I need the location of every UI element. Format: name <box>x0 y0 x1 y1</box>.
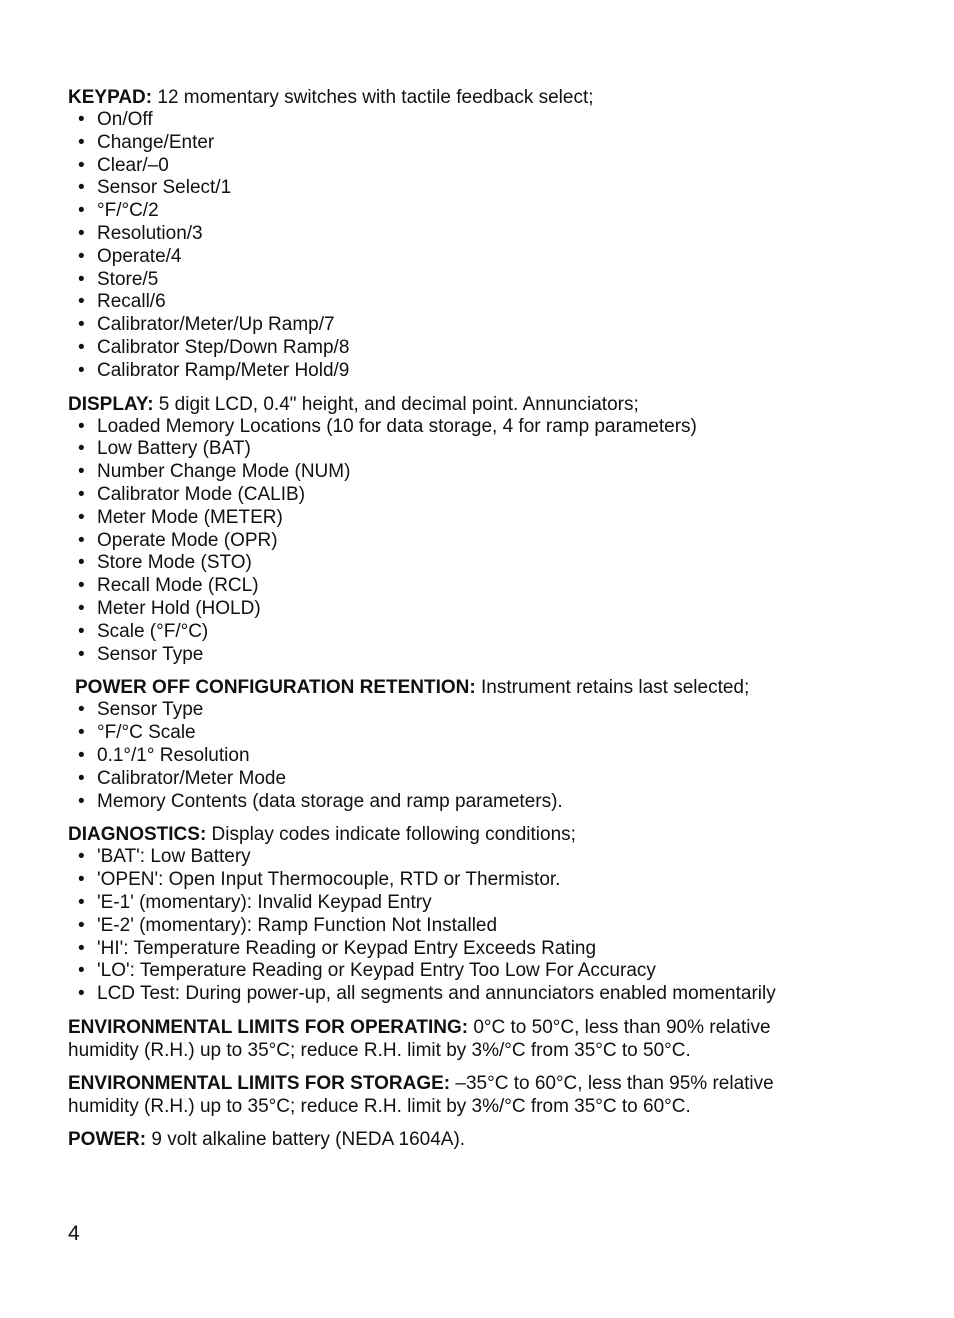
spec-page <box>68 86 868 1161</box>
bullet-icon: • <box>78 154 85 176</box>
keypad-text: 12 momentary switches with tactile feedback select; <box>152 87 594 108</box>
storage-limits-text-2: humidity (R.H.) up to 35°C; reduce R.H. limit by 3%/°C from 35°C to 60°C. <box>68 1095 691 1117</box>
bullet-icon: • <box>78 245 85 267</box>
list-item <box>68 644 868 667</box>
bullet-icon: • <box>78 767 85 789</box>
list-item <box>68 246 868 269</box>
list-item <box>68 132 868 155</box>
list-item-text: Store/5 <box>97 268 159 290</box>
list-item <box>68 155 868 178</box>
list-item-text: Sensor Type <box>97 699 204 721</box>
bullet-icon: • <box>78 869 85 891</box>
bullet-icon: • <box>78 983 85 1005</box>
list-item-text: 'LO': Temperature Reading or Keypad Entry Too Low For Accuracy <box>97 960 656 982</box>
bullet-icon: • <box>78 506 85 528</box>
display-paragraph <box>68 393 868 416</box>
keypad-heading: KEYPAD: <box>68 87 153 108</box>
bullet-icon: • <box>78 200 85 222</box>
bullet-icon: • <box>78 960 85 982</box>
list-item <box>68 438 868 461</box>
retention-heading: POWER OFF CONFIGURATION RETENTION: <box>75 677 476 699</box>
list-item-text: Loaded Memory Locations (10 for data storage, 4 for ramp parameters) <box>97 415 697 437</box>
operating-limits-paragraph <box>68 1016 868 1062</box>
list-item <box>68 575 868 598</box>
list-item <box>68 314 868 337</box>
list-item <box>68 530 868 553</box>
list-item-text: Operate Mode (OPR) <box>97 529 278 551</box>
bullet-icon: • <box>78 790 85 812</box>
bullet-icon: • <box>78 222 85 244</box>
bullet-icon: • <box>78 597 85 619</box>
diagnostics-paragraph <box>68 823 868 846</box>
list-item <box>68 461 868 484</box>
list-item <box>68 791 868 814</box>
bullet-icon: • <box>78 643 85 665</box>
list-item <box>68 846 868 869</box>
list-item-text: Meter Hold (HOLD) <box>97 597 261 619</box>
storage-limits-paragraph <box>68 1072 868 1118</box>
list-item-text: Sensor Type <box>97 643 204 665</box>
bullet-icon: • <box>78 914 85 936</box>
list-item <box>68 892 868 915</box>
storage-limits-heading: ENVIRONMENTAL LIMITS FOR STORAGE: <box>68 1072 451 1094</box>
list-item <box>68 768 868 791</box>
list-item-text: Operate/4 <box>97 245 182 267</box>
bullet-icon: • <box>78 461 85 483</box>
list-item-text: Clear/–0 <box>97 154 169 176</box>
list-item <box>68 269 868 292</box>
retention-list <box>68 699 868 813</box>
operating-limits-heading: ENVIRONMENTAL LIMITS FOR OPERATING: <box>68 1016 469 1038</box>
list-item-text: Resolution/3 <box>97 222 203 244</box>
power-section <box>68 1128 868 1151</box>
list-item <box>68 699 868 722</box>
bullet-icon: • <box>78 131 85 153</box>
list-item-text: Meter Mode (METER) <box>97 506 283 528</box>
bullet-icon: • <box>78 359 85 381</box>
retention-text: Instrument retains last selected; <box>475 677 750 699</box>
bullet-icon: • <box>78 552 85 574</box>
list-item-text: 'E-2' (momentary): Ramp Function Not Installed <box>97 914 498 936</box>
list-item-text: LCD Test: During power-up, all segments and annunciators enabled momentarily <box>97 983 776 1005</box>
bullet-icon: • <box>78 529 85 551</box>
power-text: 9 volt alkaline battery (NEDA 1604A). <box>146 1128 466 1150</box>
bullet-icon: • <box>78 336 85 358</box>
list-item <box>68 177 868 200</box>
diagnostics-heading: DIAGNOSTICS: <box>68 824 207 846</box>
list-item-text: Calibrator/Meter/Up Ramp/7 <box>97 314 335 336</box>
list-item <box>68 938 868 961</box>
display-heading: DISPLAY: <box>68 393 154 415</box>
keypad-paragraph <box>68 86 868 109</box>
list-item-text: Low Battery (BAT) <box>97 438 251 460</box>
list-item-text: Scale (°F/°C) <box>97 620 209 642</box>
bullet-icon: • <box>78 314 85 336</box>
list-item <box>68 745 868 768</box>
bullet-icon: • <box>78 415 85 437</box>
display-text: 5 digit LCD, 0.4" height, and decimal point. Annunciators; <box>153 393 639 415</box>
operating-limits-section <box>68 1016 868 1062</box>
list-item-text: Calibrator Ramp/Meter Hold/9 <box>97 359 350 381</box>
list-item-text: Recall Mode (RCL) <box>97 575 259 597</box>
operating-limits-text: 0°C to 50°C, less than 90% relative <box>468 1016 771 1038</box>
list-item-text: Memory Contents (data storage and ramp parameters). <box>97 790 563 812</box>
list-item <box>68 223 868 246</box>
diagnostics-list <box>68 846 868 1006</box>
list-item <box>68 621 868 644</box>
list-item <box>68 416 868 439</box>
bullet-icon: • <box>78 937 85 959</box>
list-item <box>68 552 868 575</box>
list-item <box>68 915 868 938</box>
list-item <box>68 598 868 621</box>
list-item-text: °F/°C/2 <box>97 200 159 222</box>
retention-section <box>68 676 868 813</box>
list-item-text: 'OPEN': Open Input Thermocouple, RTD or Thermistor. <box>97 869 561 891</box>
list-item-text: 'E-1' (momentary): Invalid Keypad Entry <box>97 891 432 913</box>
list-item-text: Change/Enter <box>97 131 215 153</box>
bullet-icon: • <box>78 177 85 199</box>
retention-paragraph <box>68 676 868 699</box>
storage-limits-text: –35°C to 60°C, less than 95% relative <box>450 1072 774 1094</box>
bullet-icon: • <box>78 891 85 913</box>
bullet-icon: • <box>78 438 85 460</box>
display-section <box>68 393 868 667</box>
list-item-text: Calibrator Mode (CALIB) <box>97 483 306 505</box>
list-item <box>68 337 868 360</box>
bullet-icon: • <box>78 483 85 505</box>
keypad-section <box>68 86 868 383</box>
bullet-icon: • <box>78 268 85 290</box>
diagnostics-section <box>68 823 868 1006</box>
bullet-icon: • <box>78 620 85 642</box>
list-item-text: Recall/6 <box>97 291 166 313</box>
page-number: 4 <box>68 1222 80 1245</box>
diagnostics-text: Display codes indicate following conditions; <box>206 824 576 846</box>
list-item-text: Store Mode (STO) <box>97 552 252 574</box>
power-paragraph <box>68 1128 868 1151</box>
list-item <box>68 722 868 745</box>
list-item <box>68 360 868 383</box>
bullet-icon: • <box>78 722 85 744</box>
bullet-icon: • <box>78 744 85 766</box>
list-item <box>68 109 868 132</box>
list-item-text: 'BAT': Low Battery <box>97 846 251 868</box>
bullet-icon: • <box>78 699 85 721</box>
list-item <box>68 960 868 983</box>
list-item-text: 'HI': Temperature Reading or Keypad Entry Exceeds Rating <box>97 937 597 959</box>
list-item-text: 0.1°/1° Resolution <box>97 744 250 766</box>
list-item-text: °F/°C Scale <box>97 722 196 744</box>
list-item-text: Sensor Select/1 <box>97 177 232 199</box>
list-item-text: Number Change Mode (NUM) <box>97 461 351 483</box>
storage-limits-section <box>68 1072 868 1118</box>
list-item <box>68 507 868 530</box>
bullet-icon: • <box>78 846 85 868</box>
list-item-text: Calibrator/Meter Mode <box>97 767 287 789</box>
list-item-text: Calibrator Step/Down Ramp/8 <box>97 336 350 358</box>
bullet-icon: • <box>78 575 85 597</box>
display-list <box>68 416 868 667</box>
bullet-icon: • <box>78 291 85 313</box>
list-item <box>68 869 868 892</box>
operating-limits-text-2: humidity (R.H.) up to 35°C; reduce R.H. limit by 3%/°C from 35°C to 50°C. <box>68 1039 691 1061</box>
list-item <box>68 291 868 314</box>
list-item <box>68 983 868 1006</box>
bullet-icon: • <box>78 109 85 130</box>
power-heading: POWER: <box>68 1128 147 1150</box>
list-item-text: On/Off <box>97 109 153 130</box>
keypad-list <box>68 109 868 383</box>
list-item <box>68 484 868 507</box>
list-item <box>68 200 868 223</box>
